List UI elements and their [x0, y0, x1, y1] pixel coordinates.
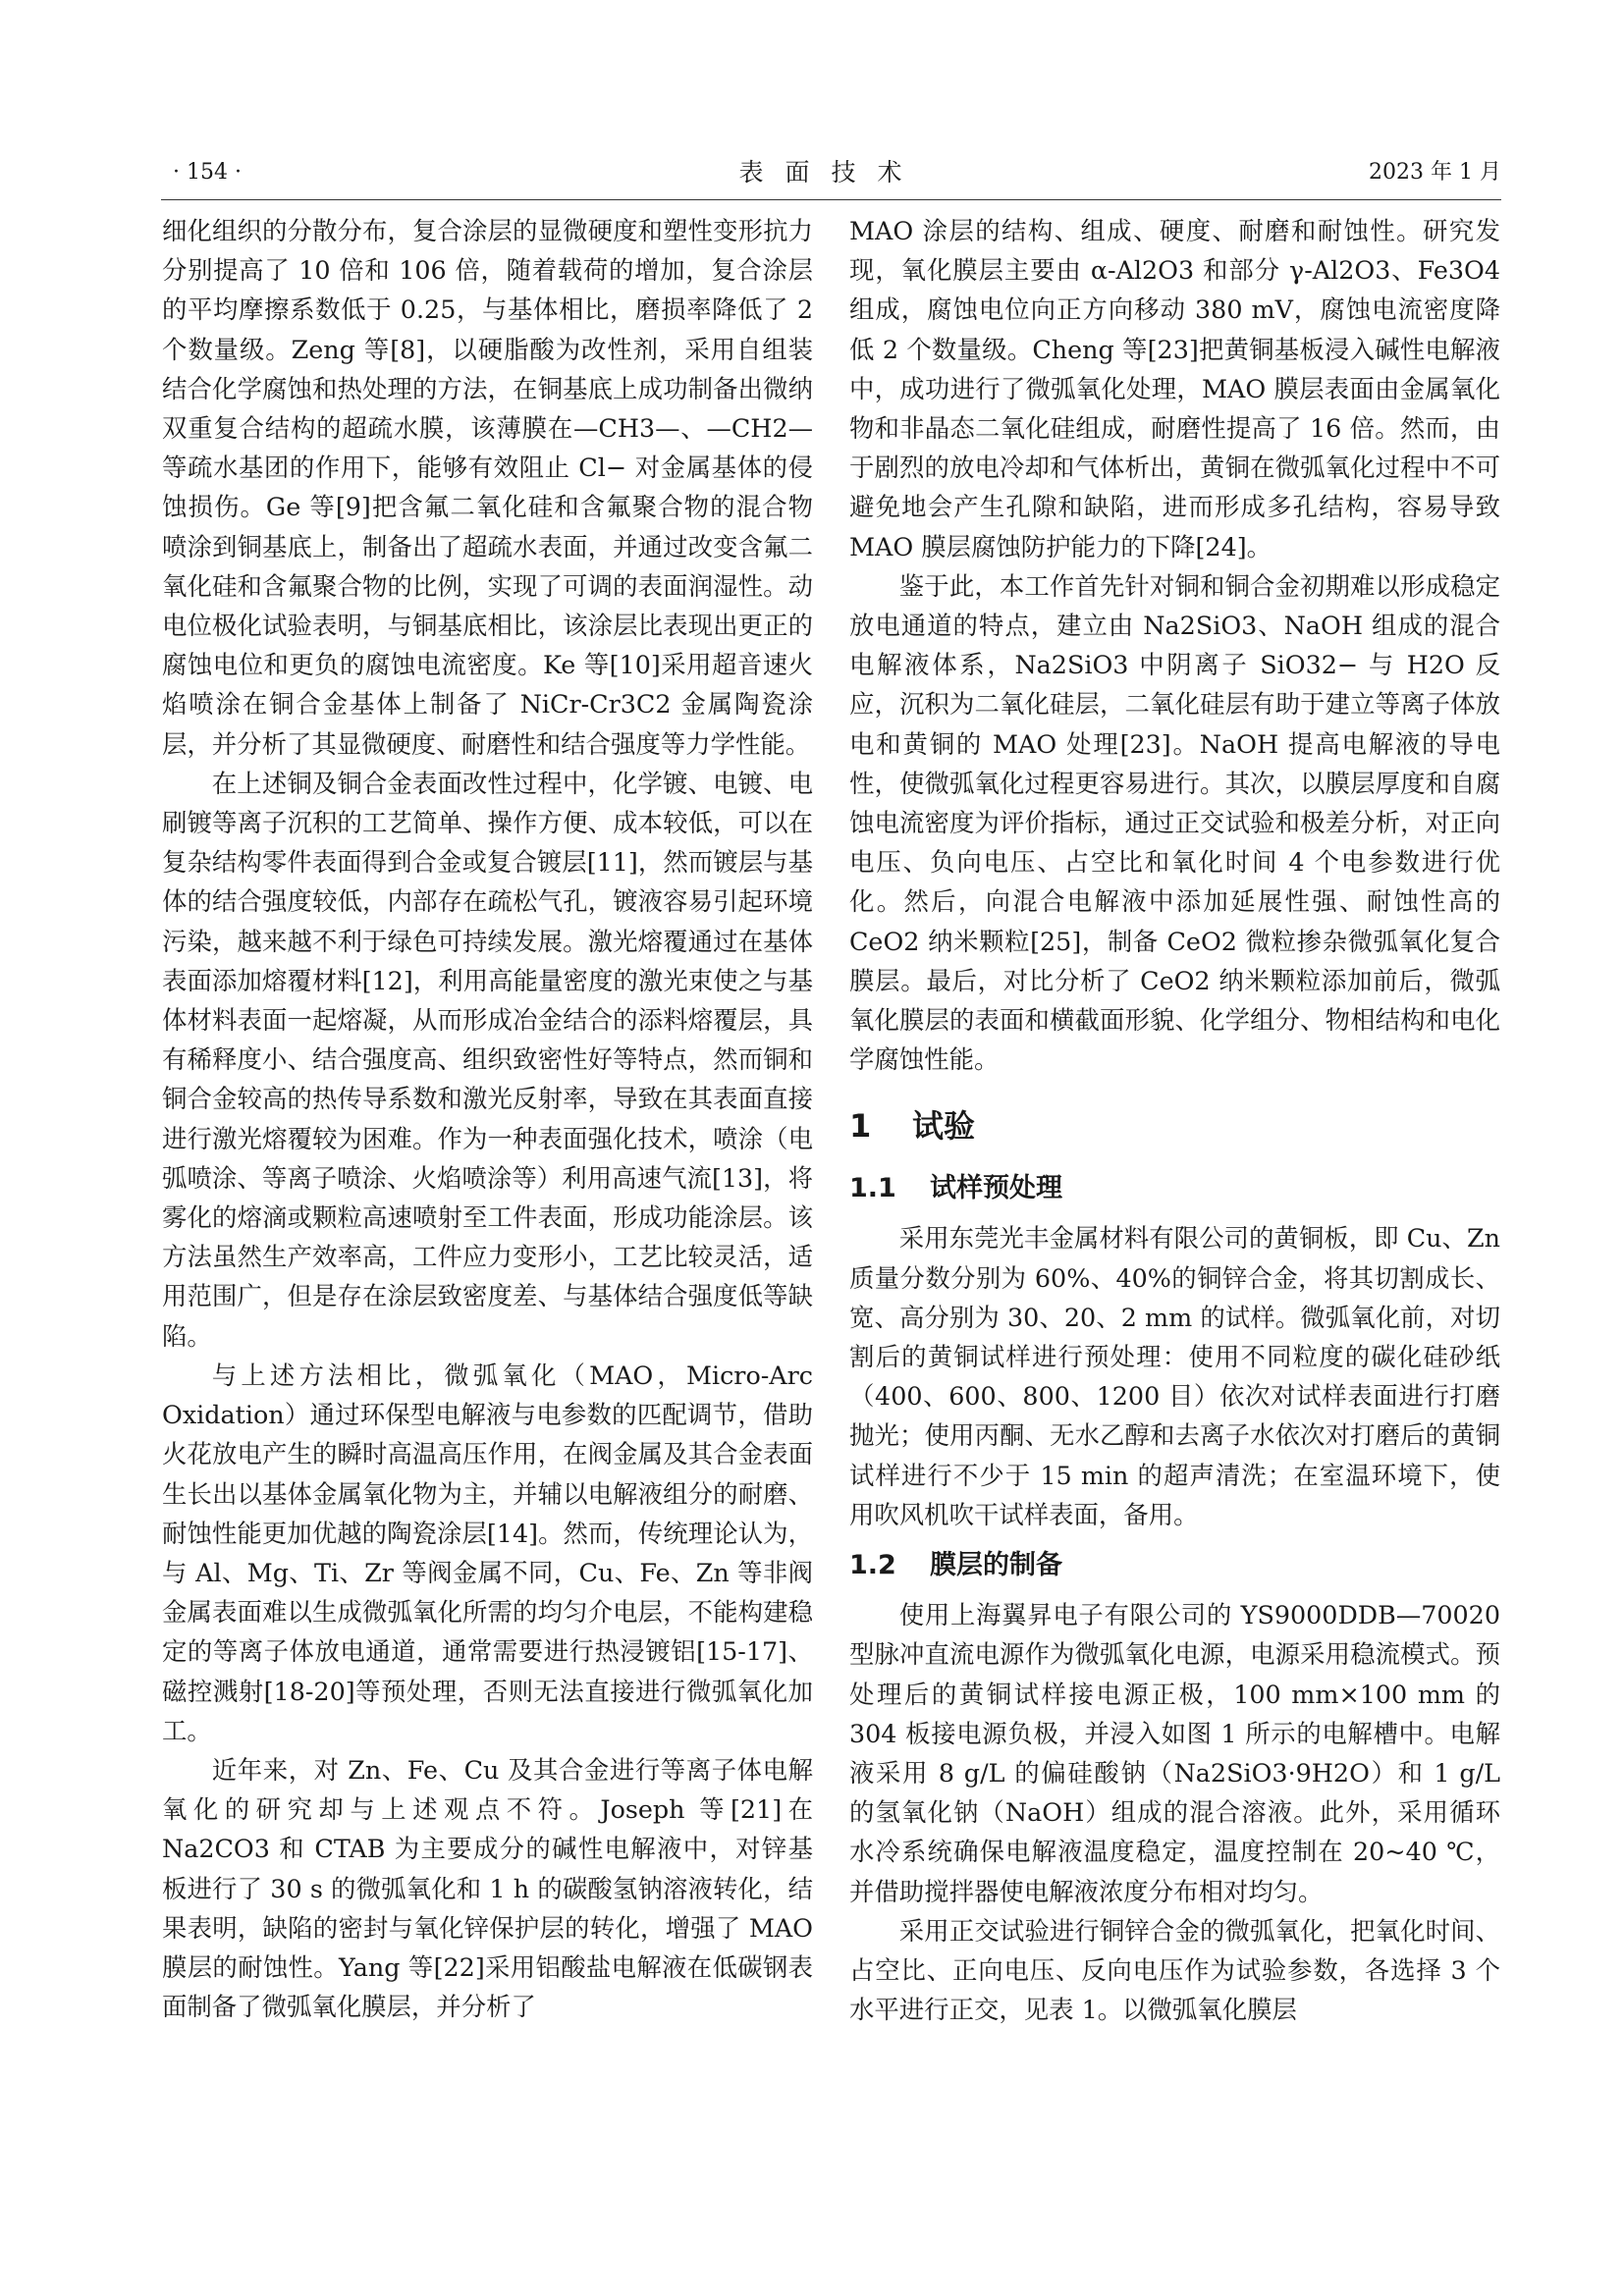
issue-date: 2023 年 1 月 [1369, 160, 1501, 185]
running-header [161, 153, 1501, 192]
section-number: 1 [849, 1107, 872, 1146]
paragraph: 采用正交试验进行铜锌合金的微弧氧化，把氧化时间、占空比、正向电压、反向电压作为试验参数，各选择 3 个水平进行正交，见表 1。以微弧氧化膜层 [849, 1915, 1500, 2025]
subsection-number: 1.1 [849, 1173, 896, 1204]
subsection-heading [849, 1167, 1500, 1210]
right-column [849, 211, 1500, 2029]
journal-title: 表面技术 [738, 158, 924, 187]
header-rule [161, 199, 1501, 200]
subsection-heading [849, 1544, 1500, 1587]
left-column [162, 211, 813, 2026]
paragraph: 与上述方法相比，微弧氧化（MAO，Micro-Arc Oxidation）通过环保型电解液与电参数的匹配调节，借助火花放电产生的瞬时高温高压作用，在阀金属及其合金表面生长出以基体金属氧化物为主，并辅以电解液组分的耐磨、耐蚀性能更加优越的陶瓷涂层[14]。然而，传统理论认为，与 Al、Mg、Ti、Zr 等阀金属不同，Cu、Fe、Zn 等非阀金属表面难以生成微弧氧化所需的均匀介电层，不能构建稳定的等离子体放电通道，通常需要进行热浸镀铝[15-17]、磁控溅射[18-20]等预处理，否则无法直接进行微弧氧化加工。 [162, 1360, 813, 1745]
subsection-title: 试样预处理 [930, 1173, 1062, 1204]
subsection-title: 膜层的制备 [930, 1550, 1062, 1581]
section-heading [849, 1100, 1500, 1151]
paragraph: 细化组织的分散分布，复合涂层的显微硬度和塑性变形抗力分别提高了 10 倍和 106 倍，随着载荷的增加，复合涂层的平均摩擦系数低于 0.25，与基体相比，磨损率降低了 2 个数量级。Zeng 等[8]，以硬脂酸为改性剂，采用自组装结合化学腐蚀和热处理的方法，在铜基底上成功制备出微纳双重复合结构的超疏水膜，该薄膜在—CH3—、—CH2—等疏水基团的作用下，能够有效阻止 Cl− 对金属基体的侵蚀损伤。Ge 等[9]把含氟二氧化硅和含氟聚合物的混合物喷涂到铜基底上，制备出了超疏水表面，并通过改变含氟二氧化硅和含氟聚合物的比例，实现了可调的表面润湿性。动电位极化试验表明，与铜基底相比，该涂层比表现出更正的腐蚀电位和更负的腐蚀电流密度。Ke 等[10]采用超音速火焰喷涂在铜合金基体上制备了 NiCr-Cr3C2 金属陶瓷涂层，并分析了其显微硬度、耐磨性和结合强度等力学性能。 [162, 216, 813, 759]
paragraph: 使用上海翼昇电子有限公司的 YS9000DDB—70020 型脉冲直流电源作为微弧氧化电源，电源采用稳流模式。预处理后的黄铜试样接电源正极，100 mm×100 mm 的 304 板接电源负极，并浸入如图 1 所示的电解槽中。电解液采用 8 g/L 的偏硅酸钠（Na2SiO3·9H2O）和 1 g/L 的氢氧化钠（NaOH）组成的混合溶液。此外，采用循环水冷系统确保电解液温度稳定，温度控制在 20~40 ℃，并借助搅拌器使电解液浓度分布相对均匀。 [849, 1600, 1500, 1906]
subsection-number: 1.2 [849, 1550, 896, 1581]
paragraph: 采用东莞光丰金属材料有限公司的黄铜板，即 Cu、Zn 质量分数分别为 60%、40%的铜锌合金，将其切割成长、宽、高分别为 30、20、2 mm 的试样。微弧氧化前，对切割后的黄铜试样进行预处理：使用不同粒度的碳化硅砂纸（400、600、800、1200 目）依次对试样表面进行打磨抛光；使用丙酮、无水乙醇和去离子水依次对打磨后的黄铜试样进行不少于 15 min 的超声清洗；在室温环境下，使用吹风机吹干试样表面，备用。 [849, 1223, 1500, 1529]
paragraph: 鉴于此，本工作首先针对铜和铜合金初期难以形成稳定放电通道的特点，建立由 Na2SiO3、NaOH 组成的混合电解液体系，Na2SiO3 中阴离子 SiO32− 与 H2O 反应，沉积为二氧化硅层，二氧化硅层有助于建立等离子体放电和黄铜的 MAO 处理[23]。NaOH 提高电解液的导电性，使微弧氧化过程更容易进行。其次，以膜层厚度和自腐蚀电流密度为评价指标，通过正交试验和极差分析，对正向电压、负向电压、占空比和氧化时间 4 个电参数进行优化。然后，向混合电解液中添加延展性强、耐蚀性高的 CeO2 纳米颗粒[25]，制备 CeO2 微粒掺杂微弧氧化复合膜层。最后，对比分析了 CeO2 纳米颗粒添加前后，微弧氧化膜层的表面和横截面形貌、化学组分、物相结构和电化学腐蚀性能。 [849, 570, 1500, 1075]
paragraph: 在上述铜及铜合金表面改性过程中，化学镀、电镀、电刷镀等离子沉积的工艺简单、操作方便、成本较低，可以在复杂结构零件表面得到合金或复合镀层[11]，然而镀层与基体的结合强度较低，内部存在疏松气孔，镀液容易引起环境污染，越来越不利于绿色可持续发展。激光熔覆通过在基体表面添加熔覆材料[12]，利用高能量密度的激光束使之与基体材料表面一起熔凝，从而形成冶金结合的添料熔覆层，具有稀释度小、结合强度高、组织致密性好等特点，然而铜和铜合金较高的热传导系数和激光反射率，导致在其表面直接进行激光熔覆较为困难。作为一种表面强化技术，喷涂（电弧喷涂、等离子喷涂、火焰喷涂等）利用高速气流[13]，将雾化的熔滴或颗粒高速喷射至工件表面，形成功能涂层。该方法虽然生产效率高，工件应力变形小，工艺比较灵活，适用范围广，但是存在涂层致密度差、与基体结合强度低等缺陷。 [162, 768, 813, 1351]
paragraph: 近年来，对 Zn、Fe、Cu 及其合金进行等离子体电解氧化的研究却与上述观点不符。Joseph 等[21]在 Na2CO3 和 CTAB 为主要成分的碱性电解液中，对锌基板进行了 30 s 的微弧氧化和 1 h 的碳酸氢钠溶液转化，结果表明，缺陷的密封与氧化锌保护层的转化，增强了 MAO 膜层的耐蚀性。Yang 等[22]采用铝酸盐电解液在低碳钢表面制备了微弧氧化膜层，并分析了 [162, 1754, 813, 2022]
page-number: · 154 · [173, 160, 242, 185]
paragraph: MAO 涂层的结构、组成、硬度、耐磨和耐蚀性。研究发现，氧化膜层主要由 α-Al2O3 和部分 γ-Al2O3、Fe3O4 组成，腐蚀电位向正方向移动 380 mV，腐蚀电流密度降低 2 个数量级。Cheng 等[23]把黄铜基板浸入碱性电解液中，成功进行了微弧氧化处理，MAO 膜层表面由金属氧化物和非晶态二氧化硅组成，耐磨性提高了 16 倍。然而，由于剧烈的放电冷却和气体析出，黄铜在微弧氧化过程中不可避免地会产生孔隙和缺陷，进而形成多孔结构，容易导致 MAO 膜层腐蚀防护能力的下降[24]。 [849, 216, 1500, 561]
section-title: 试验 [912, 1107, 976, 1146]
